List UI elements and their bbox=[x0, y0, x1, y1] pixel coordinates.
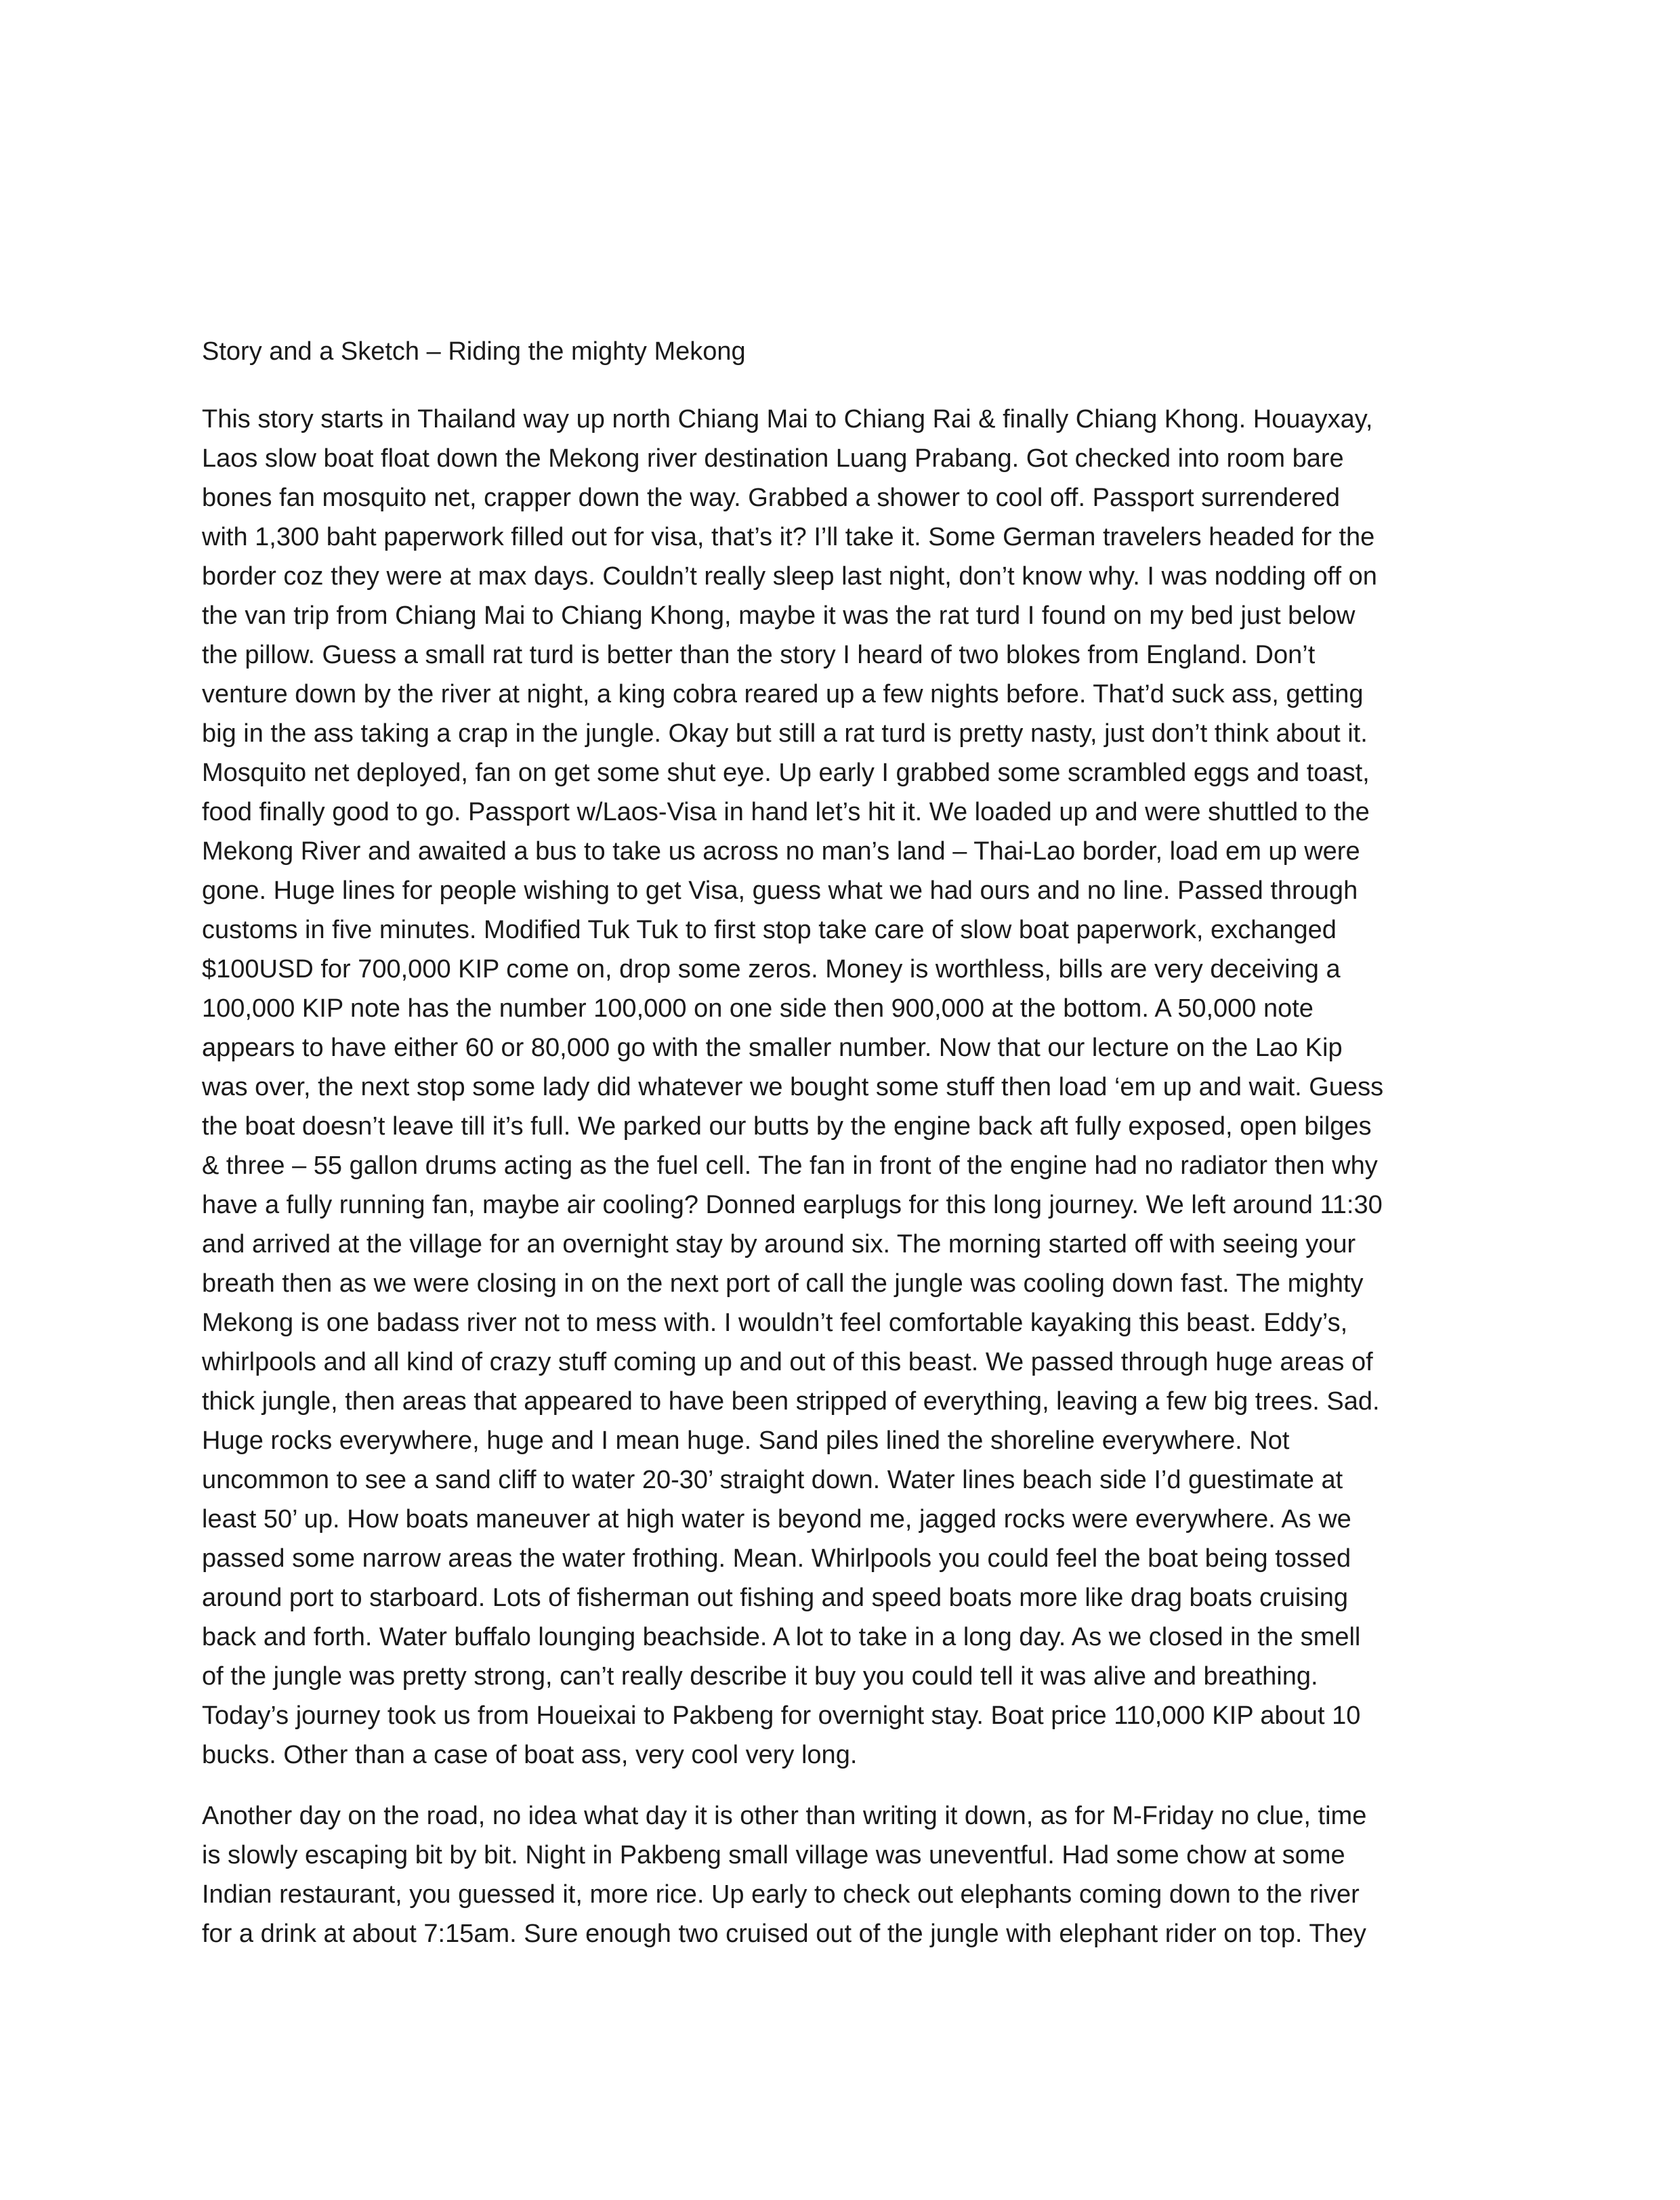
text-line: venture down by the river at night, a king cobra reared up a few nights before. That’d suck ass, getting bbox=[202, 680, 1364, 708]
text-line: least 50’ up. How boats maneuver at high water is beyond me, jagged rocks were everywhere. As we bbox=[202, 1505, 1351, 1533]
text-line: for a drink at about 7:15am. Sure enough two cruised out of the jungle with elephant rider on top. They bbox=[202, 1920, 1366, 1948]
text-line: the pillow. Guess a small rat turd is better than the story I heard of two blokes from England. Don’t bbox=[202, 641, 1316, 669]
text-line: border coz they were at max days. Couldn’t really sleep last night, don’t know why. I was nodding off on bbox=[202, 562, 1377, 591]
text-line: and arrived at the village for an overnight stay by around six. The morning started off with seeing your bbox=[202, 1230, 1356, 1258]
text-line: was over, the next stop some lady did whatever we bought some stuff then load ‘em up and wait. Guess bbox=[202, 1073, 1384, 1101]
text-line: the van trip from Chiang Mai to Chiang Khong, maybe it was the rat turd I found on my bed just below bbox=[202, 601, 1356, 630]
text-line: Mosquito net deployed, fan on get some shut eye. Up early I grabbed some scrambled eggs and toast, bbox=[202, 759, 1370, 787]
text-line: thick jungle, then areas that appeared to have been stripped of everything, leaving a few big trees. Sad. bbox=[202, 1387, 1380, 1416]
text-line: bones fan mosquito net, crapper down the way. Grabbed a shower to cool off. Passport surrendered bbox=[202, 484, 1341, 512]
text-line: Mekong River and awaited a bus to take us across no man’s land – Thai-Lao border, load em up were bbox=[202, 837, 1360, 866]
text-line: passed some narrow areas the water frothing. Mean. Whirlpools you could feel the boat being tossed bbox=[202, 1544, 1351, 1573]
text-line: is slowly escaping bit by bit. Night in Pakbeng small village was uneventful. Had some chow at some bbox=[202, 1841, 1345, 1869]
paragraph bbox=[202, 1796, 1482, 1953]
text-line: Indian restaurant, you guessed it, more rice. Up early to check out elephants coming down to the river bbox=[202, 1880, 1360, 1909]
text-line: big in the ass taking a crap in the jungle. Okay but still a rat turd is pretty nasty, just don’t think about it. bbox=[202, 719, 1368, 748]
text-line: bucks. Other than a case of boat ass, very cool very long. bbox=[202, 1741, 858, 1769]
text-line: Laos slow boat float down the Mekong river destination Luang Prabang. Got checked into room bare bbox=[202, 444, 1344, 473]
text-line: Today’s journey took us from Houeixai to Pakbeng for overnight stay. Boat price 110,000 KIP about 10 bbox=[202, 1701, 1361, 1730]
text-line: appears to have either 60 or 80,000 go with the smaller number. Now that our lecture on the Lao Kip bbox=[202, 1034, 1343, 1062]
text-line: $100USD for 700,000 KIP come on, drop some zeros. Money is worthless, bills are very deceiving a bbox=[202, 955, 1341, 983]
document-title: Story and a Sketch – Riding the mighty Mekong bbox=[202, 337, 746, 366]
text-line: Mekong is one badass river not to mess with. I wouldn’t feel comfortable kayaking this beast. Eddy’s, bbox=[202, 1309, 1348, 1337]
paragraph bbox=[202, 400, 1482, 1775]
text-line: with 1,300 baht paperwork filled out for visa, that’s it? I’ll take it. Some German travelers headed for the bbox=[202, 523, 1375, 551]
text-line: of the jungle was pretty strong, can’t really describe it buy you could tell it was alive and breathing. bbox=[202, 1662, 1318, 1691]
text-line: gone. Huge lines for people wishing to get Visa, guess what we had ours and no line. Passed through bbox=[202, 876, 1358, 905]
text-line: breath then as we were closing in on the next port of call the jungle was cooling down fast. The mighty bbox=[202, 1269, 1364, 1298]
document-body bbox=[202, 332, 1482, 1975]
text-line: around port to starboard. Lots of fisherman out fishing and speed boats more like drag boats cruising bbox=[202, 1584, 1348, 1612]
text-line: 100,000 KIP note has the number 100,000 on one side then 900,000 at the bottom. A 50,000 note bbox=[202, 994, 1314, 1023]
text-line: Huge rocks everywhere, huge and I mean huge. Sand piles lined the shoreline everywhere. Not bbox=[202, 1426, 1290, 1455]
text-line: the boat doesn’t leave till it’s full. We parked our butts by the engine back aft fully exposed, open bilges bbox=[202, 1112, 1372, 1141]
text-line: Another day on the road, no idea what day it is other than writing it down, as for M-Friday no clue, time bbox=[202, 1802, 1367, 1830]
text-line: This story starts in Thailand way up north Chiang Mai to Chiang Rai & finally Chiang Khong. Houayxay, bbox=[202, 405, 1373, 433]
text-line: & three – 55 gallon drums acting as the fuel cell. The fan in front of the engine had no radiator then why bbox=[202, 1151, 1378, 1180]
text-line: whirlpools and all kind of crazy stuff coming up and out of this beast. We passed through huge areas of bbox=[202, 1348, 1373, 1376]
text-line: customs in five minutes. Modified Tuk Tuk to first stop take care of slow boat paperwork, exchanged bbox=[202, 916, 1337, 944]
text-line: food finally good to go. Passport w/Laos-Visa in hand let’s hit it. We loaded up and were shuttled to the bbox=[202, 798, 1370, 826]
text-line: back and forth. Water buffalo lounging beachside. A lot to take in a long day. As we closed in the smell bbox=[202, 1623, 1361, 1651]
text-line: have a fully running fan, maybe air cooling? Donned earplugs for this long journey. We left around 11:30 bbox=[202, 1191, 1383, 1219]
text-line: uncommon to see a sand cliff to water 20-30’ straight down. Water lines beach side I’d guestimate at bbox=[202, 1466, 1343, 1494]
